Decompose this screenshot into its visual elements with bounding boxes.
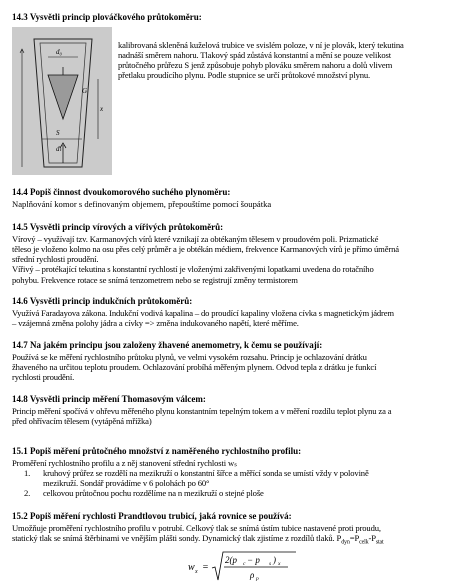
section-14-5-title: 14.5 Vysvětli princip vírových a vířivých průtokoměrů: bbox=[12, 222, 224, 232]
text-line: rychlosti proudění. bbox=[12, 372, 75, 383]
formula-numerator: 2(p bbox=[225, 555, 237, 565]
text-line: kalibrovaná skleněná kuželová trubice ve svislém poloze, v ní je plovák, který tekutina bbox=[118, 40, 404, 50]
section-14-7-title: 14.7 Na jakém principu jsou založeny žhavené anemometry, k čemu se používají: bbox=[12, 340, 323, 350]
text-line: před ohřívacím tělesem (vytápěná mřížka) bbox=[12, 416, 152, 427]
text-line: celkovou průtočnou pochu rozdělíme na n mezikruží o stejné ploše bbox=[43, 488, 264, 499]
label-x: x bbox=[100, 105, 104, 113]
formula-num-sub2: s bbox=[269, 561, 272, 567]
text-line: Proměření rychlostního profilu a z něj stanovení střední rychlosti wₛ bbox=[12, 458, 238, 468]
list-item bbox=[12, 488, 472, 498]
section-14-4-title: 14.4 Popiš činnost dvoukomorového suchého plynoměru: bbox=[12, 187, 231, 197]
text-line: Vířivý – protékající tekutina s konstantní rychlostí je vloženými zakřivenými lopatkami uvedena do rotačního bbox=[12, 264, 374, 275]
formula-den-sub: p bbox=[256, 576, 259, 582]
text-line: střední rychlosti proudění. bbox=[12, 254, 99, 265]
section-14-3-text bbox=[118, 40, 470, 81]
section-14-5-text bbox=[12, 234, 472, 285]
formula-num-sub3: x bbox=[278, 561, 281, 567]
text-line: žhaveného na určitou teplotu proudem. Ochlazování probíhá měřeným plynem. Odvod tepla z drátku je funkcí bbox=[12, 362, 377, 373]
section-14-3-title: 14.3 Vysvětli princip plováčkového průtokoměru: bbox=[12, 12, 202, 22]
section-15-1-text bbox=[12, 458, 472, 499]
formula-num-mid: − p bbox=[247, 555, 260, 565]
text-line: těleso je vloženo kolmo na osu přes celý průměr a je obtékán médiem, frekvence Karmanových vírů je přímo úměrná bbox=[12, 244, 399, 255]
label-g: G bbox=[82, 87, 88, 95]
text-line: průtočného průřezu S jenž způsobuje pohyb plováku směrem nahoru a dolů vlivem bbox=[118, 60, 393, 71]
text-line: statický tlak se snímá štěrbinami ve vnějším plášti sondy. Dynamický tlak zjistíme z rozdílů tlaků. $P_{dyn}=P_{celk}-P_{stat}$ bbox=[12, 533, 384, 546]
text-line: Využívá Faradayova zákona. Indukční vodivá kapalina – do proudící kapaliny vložena cívka s magnetickým jádrem bbox=[12, 308, 394, 318]
label-d0: d₀ bbox=[56, 48, 62, 56]
text-line: mezikruží. Sondář provádíme v 6 polohách po 60° bbox=[43, 478, 210, 489]
list-item bbox=[12, 468, 472, 488]
section-15-2-title: 15.2 Popiš měření rychlosti Prandtlovou trubicí, jaká rovnice se používá: bbox=[12, 511, 292, 521]
section-14-6-text bbox=[12, 308, 472, 328]
formula-lhs: w bbox=[188, 562, 195, 573]
text-line: Vírový – využívají tzv. Karmanových vírů které vznikají za obtékaným tělesem v proudovém poli. Prizmatické bbox=[12, 234, 379, 244]
text-line: Používá se ke měření rychlostního průtoku plynů, ve velmi vysokém rozsahu. Princip je ochlazování drátku bbox=[12, 352, 367, 362]
text-line: Princip měření spočívá v ohřevu měřeného plynu konstantním tepelným tokem a v měření rozdílu teplot plynu za a bbox=[12, 406, 392, 416]
section-14-7-text bbox=[12, 352, 472, 382]
formula-eq: = bbox=[202, 562, 209, 573]
text-line: Umožňuje proměření rychlostního profilu v potrubí. Celkový tlak se snímá ústím tubice nastavené proti proudu, bbox=[12, 523, 381, 533]
rotameter-figure bbox=[12, 27, 112, 175]
section-14-4-text: Naplňování komor s definovaným objemem, přepouštíme pomocí šoupátka bbox=[12, 199, 272, 209]
section-15-2-text bbox=[12, 523, 472, 547]
list-number: 1. bbox=[24, 468, 31, 479]
formula-denominator: ρ bbox=[250, 570, 255, 580]
formula-lhs-sub: x bbox=[195, 569, 198, 575]
formula-num-sub1: c bbox=[243, 561, 246, 567]
list-number: 2. bbox=[24, 488, 31, 499]
text-line: nadnáší směrem nahoru. Tlakový spád zůstává konstantní a mění se pouze velikost bbox=[118, 50, 391, 61]
section-14-8-text bbox=[12, 406, 472, 426]
rotameter-diagram bbox=[12, 27, 112, 175]
formula-svg bbox=[188, 550, 298, 584]
prandtl-formula bbox=[188, 550, 298, 584]
formula-num-end: ) bbox=[273, 555, 276, 565]
text-line: přetlaku proudícího plynu. Podle stupnice se určí průtokové množství plynu. bbox=[118, 70, 371, 81]
section-15-1-title: 15.1 Popiš měření průtočného množství z naměřeného rychlostního profilu: bbox=[12, 446, 302, 456]
text-line: kruhový průřez se rozdělí na mezikruží o konstantní šířce a měřící sonda se umístí vždy v polovině bbox=[43, 468, 369, 479]
section-14-6-title: 14.6 Vysvětli princip indukčních průtokoměrů: bbox=[12, 296, 193, 306]
text-line: – vzájemná změna polohy jádra a cívky => změna indukovaného napětí, které měříme. bbox=[12, 318, 299, 329]
numbered-list bbox=[12, 468, 472, 498]
section-14-8-title: 14.8 Vysvětli princip měření Thomasovým válcem: bbox=[12, 394, 206, 404]
text-line: pohybu. Frekvence rotace se snímá tenzometrem nebo se registrují změny termistorem bbox=[12, 274, 298, 285]
label-s: S bbox=[56, 129, 60, 137]
label-dt: dₜ bbox=[56, 145, 62, 153]
